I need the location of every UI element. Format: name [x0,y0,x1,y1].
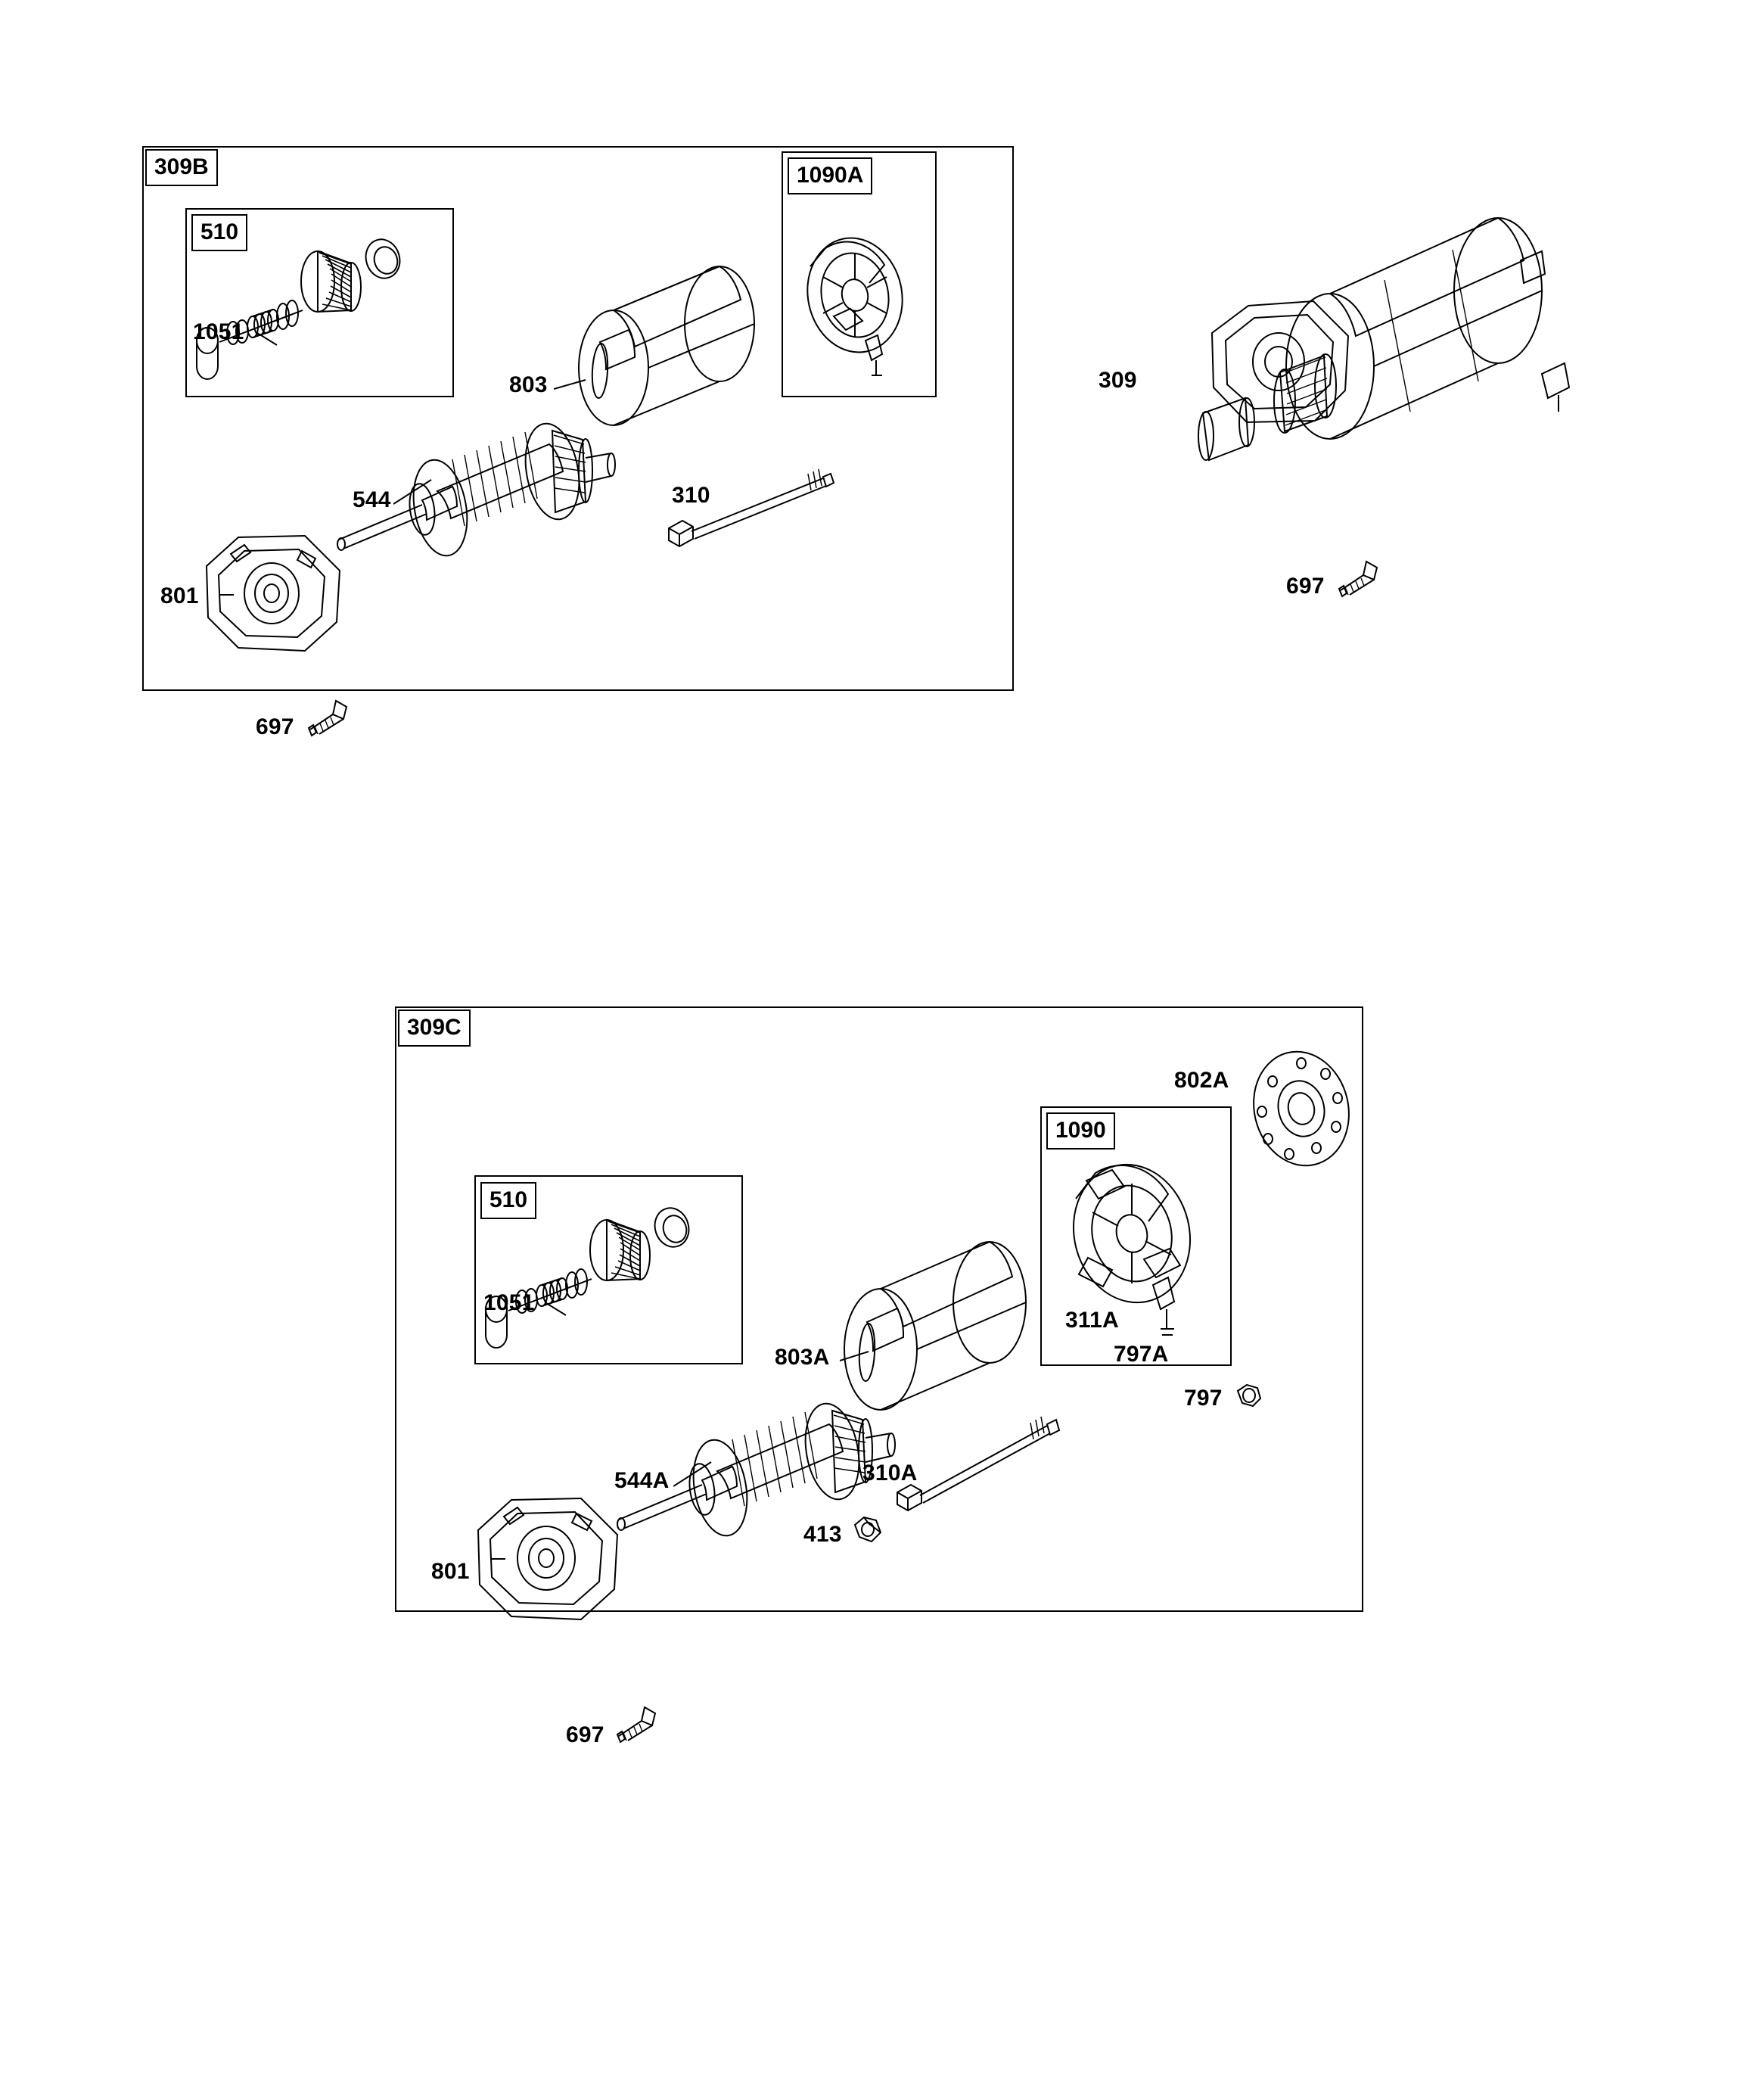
art-screw-697-309c [611,1703,664,1745]
callout-1051-309c: 1051 [483,1290,535,1315]
callout-801-309c: 801 [431,1559,470,1584]
callout-310: 310 [672,483,710,508]
callout-803A: 803A [775,1345,830,1370]
callout-697-assembly: 697 [1286,574,1325,599]
callout-797: 797 [1184,1386,1223,1411]
art-starter-assembly-309 [1165,195,1604,536]
callout-510-309b: 510 [191,214,247,251]
callout-697-309b: 697 [256,714,294,739]
callout-1090: 1090 [1046,1112,1115,1150]
callout-1051-309b: 1051 [193,319,244,344]
callout-801-309b: 801 [160,583,199,608]
callout-797A: 797A [1114,1342,1169,1367]
callout-309: 309 [1099,368,1137,393]
callout-544A: 544A [614,1468,670,1493]
callout-510-309c: 510 [480,1182,536,1219]
callout-413: 413 [803,1522,842,1547]
callout-311A: 311A [1065,1308,1119,1333]
callout-544: 544 [353,487,391,512]
callout-803: 803 [509,372,548,397]
callout-310A: 310A [862,1461,918,1486]
callout-309B: 309B [145,149,218,186]
art-screw-697-309b [303,696,356,739]
callout-309C: 309C [398,1010,471,1047]
callout-697-309c: 697 [566,1722,604,1747]
callout-1090A: 1090A [788,157,872,194]
callout-802A: 802A [1174,1068,1229,1093]
art-screw-697-assembly [1333,557,1386,599]
